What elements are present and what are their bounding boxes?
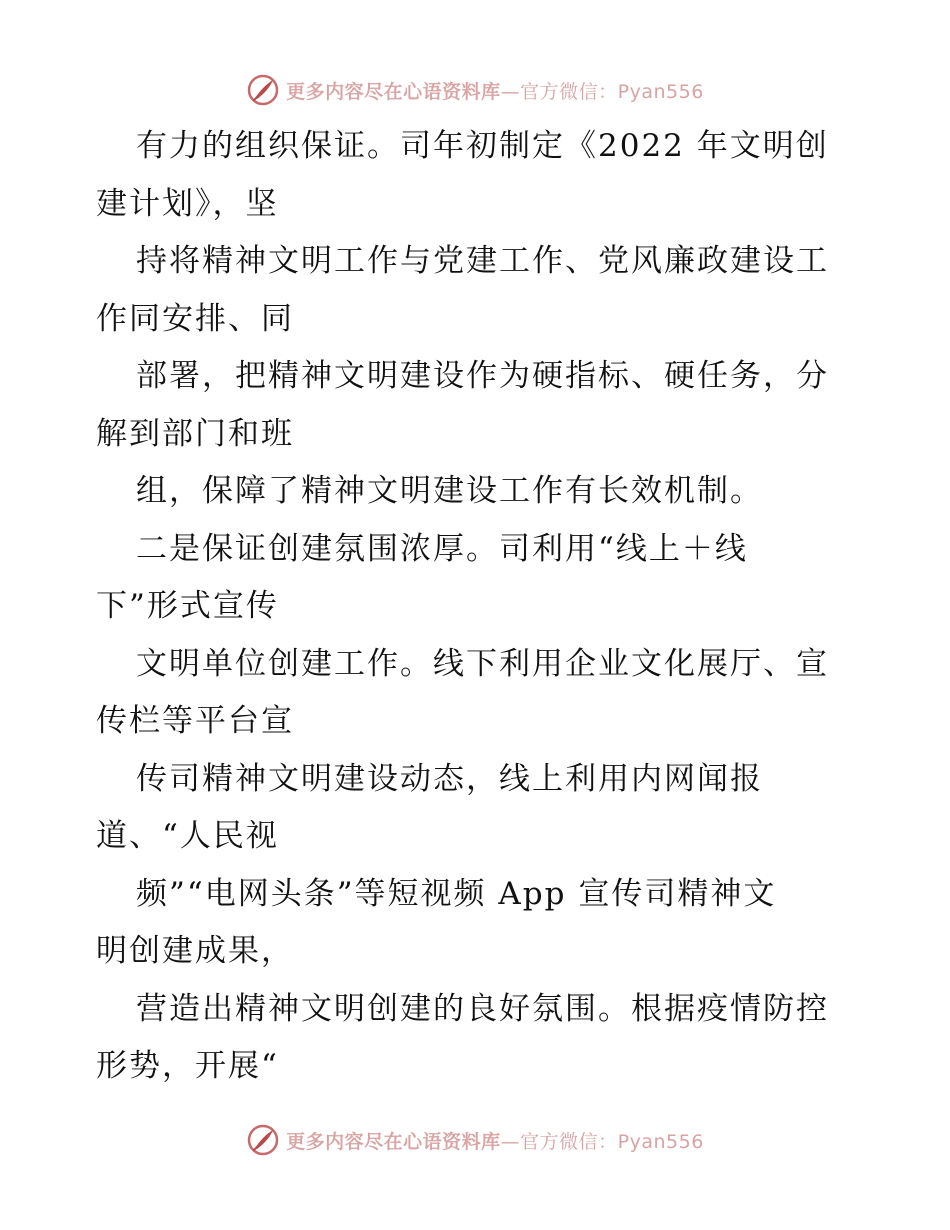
text-line: 文明单位创建工作。线下利用企业文化展厅、宣 (136, 645, 829, 682)
text-line: 持将精神文明工作与党建工作、党风廉政建设工 (136, 243, 829, 279)
text-line: 解到部门和班 (96, 415, 294, 452)
text-line: 组，保障了精神文明建设工作有长效机制。 (136, 473, 763, 509)
quill-logo-icon (246, 73, 280, 107)
text-line: 部署，把精神文明建设作为硬指标、硬任务，分 (136, 358, 829, 394)
text-line: 频”“电网头条”等短视频 App 宣传司精神文 (136, 875, 777, 912)
quill-logo-icon (246, 1123, 280, 1157)
text-line: 有力的组织保证。司年初制定《2022 年文明创 (136, 128, 829, 164)
text-line: 明创建成果， (96, 933, 294, 969)
text-line: 营造出精神文明创建的良好氛围。根据疫情防控 (136, 990, 829, 1027)
watermark-banner (246, 73, 704, 107)
watermark-banner (246, 1123, 704, 1157)
watermark-text: 更多内容尽在心语资料库—官方微信：Pyan556 (286, 1130, 704, 1153)
text-line: 二是保证创建氛围浓厚。司利用“线上＋线 (136, 530, 748, 567)
text-line: 下”形式宣传 (96, 588, 279, 624)
document-body (96, 118, 856, 1096)
text-line: 道、“人民视 (96, 818, 279, 854)
text-line: 建计划》，坚 (96, 185, 279, 222)
text-line: 传司精神文明建设动态，线上利用内网闻报 (136, 760, 763, 797)
text-line: 形势，开展“ (96, 1048, 279, 1084)
text-line: 作同安排、同 (96, 300, 294, 337)
page-header-watermark (0, 70, 950, 110)
watermark-text: 更多内容尽在心语资料库—官方微信：Pyan556 (286, 80, 704, 103)
page-footer-watermark (0, 1120, 950, 1160)
text-line: 传栏等平台宣 (96, 703, 294, 739)
